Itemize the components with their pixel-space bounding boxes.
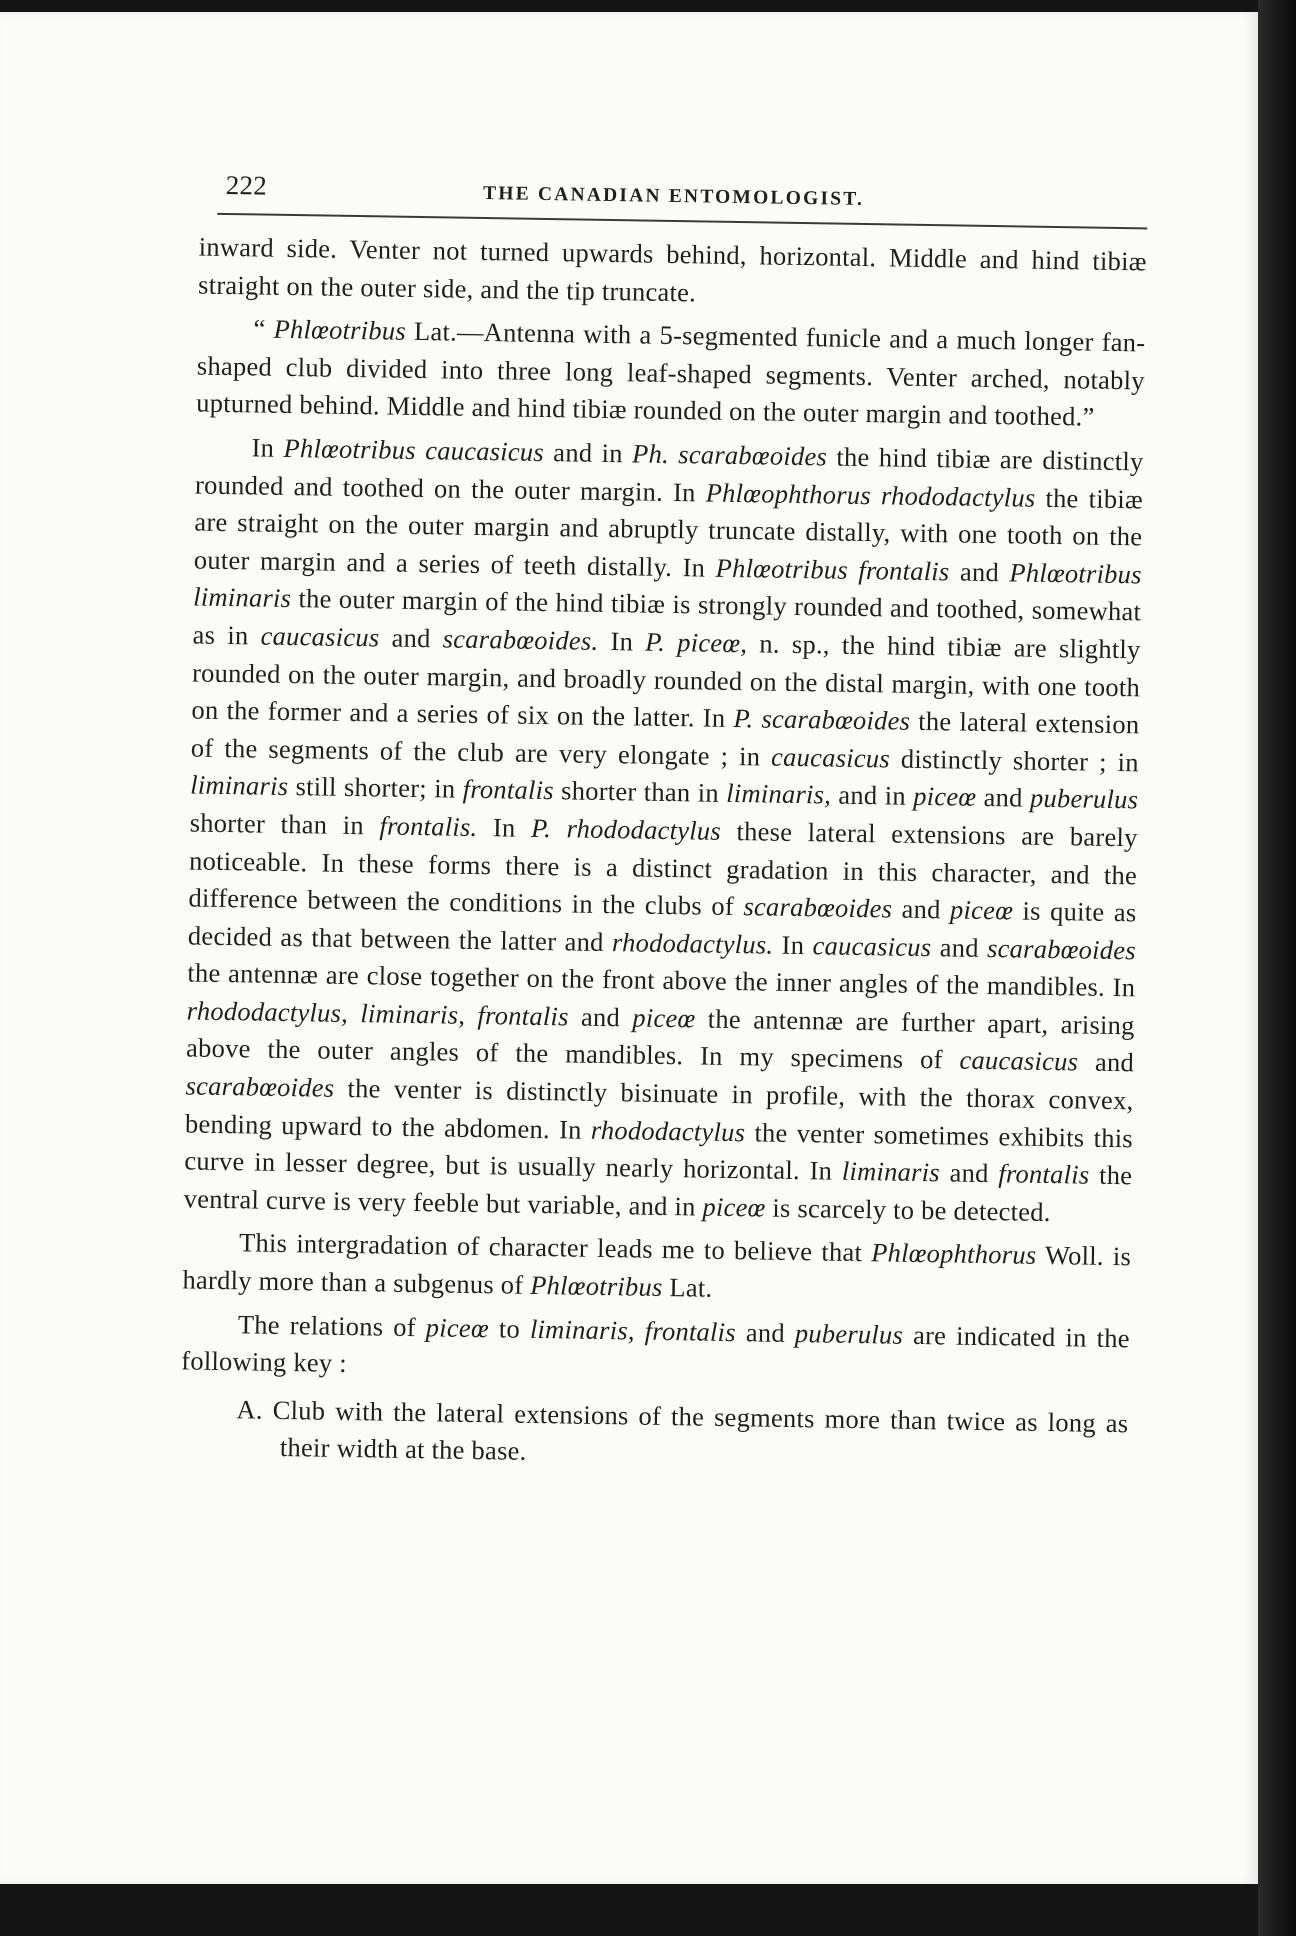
body-text bbox=[181, 229, 1147, 1396]
text-run: Lat.—Antenna with a 5-segmented funicle and a much longer fan-shaped club divided into three long leaf-shaped segments. Venter arched, notably upturned behind. Middle and hind tibiæ rounded on the outer margin and toothed.” bbox=[196, 315, 1146, 433]
text-run: n. sp., the hind tibiæ are slightly rounded on the outer margin, and broadly rounded on the distal margin, with one tooth on the former and a series of six on the latter. In bbox=[191, 628, 1141, 734]
italic-taxon-name: frontalis. bbox=[379, 810, 478, 842]
italic-taxon-name: frontalis bbox=[998, 1158, 1090, 1190]
book-spine bbox=[1258, 0, 1296, 1936]
italic-taxon-name: scarabœoides bbox=[986, 932, 1137, 966]
text-run: the outer margin of the hind tibiæ is strongly rounded and toothed, somewhat as in bbox=[192, 583, 1142, 651]
italic-taxon-name: P. piceœ, bbox=[645, 626, 748, 659]
italic-taxon-name: rhododactylus, liminaris, frontalis bbox=[186, 995, 569, 1032]
text-run: distinctly shorter ; in bbox=[889, 743, 1140, 778]
key-entry-text: Club with the lateral extensions of the segments more than twice as long as their width at the base. bbox=[272, 1394, 1129, 1467]
italic-taxon-name: Ph. scarabœoides bbox=[631, 438, 828, 472]
italic-taxon-name: Phlœophthorus rhododactylus bbox=[705, 477, 1036, 513]
text-run: is quite as decided as that between the latter and bbox=[187, 895, 1137, 957]
text-run: the venter sometimes exhibits this curve in lesser degree, but is usually nearly horizontal. In bbox=[184, 1116, 1134, 1187]
italic-taxon-name: piceœ bbox=[425, 1311, 490, 1343]
italic-taxon-name: rhododactylus. bbox=[611, 926, 774, 960]
text-run: shorter than in bbox=[553, 775, 727, 809]
text-run: This intergradation of character leads me to believe that bbox=[238, 1227, 872, 1268]
italic-taxon-name: caucasicus bbox=[812, 929, 932, 962]
italic-taxon-name: caucasicus bbox=[770, 741, 891, 774]
paragraph bbox=[182, 1224, 1131, 1314]
text-run: the ventral curve is very feeble but variable, and in bbox=[183, 1159, 1133, 1222]
paragraph bbox=[181, 1305, 1130, 1395]
text-run: the hind tibiæ are distinctly rounded and toothed on the outer margin. In bbox=[194, 441, 1144, 508]
text-run: In bbox=[598, 625, 646, 657]
page-number: 222 bbox=[225, 169, 268, 201]
text-run: the lateral extension of the segments of the club are very elongate ; in bbox=[190, 705, 1140, 772]
text-run: The relations of bbox=[237, 1308, 427, 1342]
text-run: and in bbox=[830, 779, 914, 812]
italic-taxon-name: P. rhododactylus bbox=[530, 812, 722, 846]
italic-taxon-name: P. scarabœoides bbox=[733, 703, 911, 736]
text-run: shorter than in bbox=[189, 807, 380, 841]
text-run: the antennæ are close together on the front above the inner angles of the mandibles. In bbox=[187, 957, 1136, 1003]
identification-key bbox=[180, 1390, 1129, 1480]
text-run: and bbox=[1078, 1046, 1135, 1078]
italic-taxon-name: liminaris, bbox=[726, 778, 832, 810]
text-run: these lateral extensions are barely noticeable. In these forms there is a distinct gradation in this character, and the difference between the conditions in the clubs of bbox=[188, 815, 1138, 922]
text-run: and bbox=[891, 893, 951, 925]
text-run: and bbox=[379, 622, 443, 654]
italic-taxon-name: puberulus bbox=[1029, 782, 1139, 815]
text-run: In bbox=[477, 811, 532, 843]
italic-taxon-name: piceœ bbox=[949, 894, 1014, 926]
italic-taxon-name: Phlœotribus bbox=[273, 313, 407, 346]
paragraph bbox=[198, 229, 1147, 319]
text-run: In bbox=[773, 929, 813, 960]
running-title: THE CANADIAN ENTOMOLOGIST. bbox=[482, 183, 865, 210]
italic-taxon-name: piceœ bbox=[632, 1002, 696, 1034]
italic-taxon-name: Phlœotribus caucasicus bbox=[283, 432, 545, 467]
text-run: and bbox=[568, 1001, 633, 1033]
text-run: and bbox=[949, 556, 1010, 588]
text-run: inward side. Venter not turned upwards behind, horizontal. Middle and hind tibiæ straight on the outer side, and the tip truncate. bbox=[197, 231, 1147, 307]
text-run: and bbox=[735, 1316, 796, 1348]
text-run: and in bbox=[543, 436, 633, 469]
italic-taxon-name: Phlœotribus liminaris bbox=[193, 557, 1142, 614]
text-run: the antennæ are further apart, arising above the outer angles of the mandibles. In my specimens of bbox=[185, 1003, 1135, 1076]
italic-taxon-name: caucasicus bbox=[260, 620, 380, 653]
text-run: to bbox=[488, 1312, 531, 1344]
italic-taxon-name: piceœ bbox=[913, 781, 977, 813]
key-entry-label: A. bbox=[236, 1394, 273, 1425]
text-block bbox=[180, 165, 1148, 1481]
text-run: are indicated in the following key : bbox=[181, 1319, 1130, 1379]
italic-taxon-name: scarabœoides. bbox=[442, 623, 599, 656]
italic-taxon-name: caucasicus bbox=[959, 1045, 1079, 1077]
italic-taxon-name: puberulus bbox=[794, 1317, 904, 1350]
paragraph bbox=[196, 310, 1146, 438]
text-run: In bbox=[251, 432, 284, 463]
text-run: is scarcely to be detected. bbox=[765, 1192, 1051, 1227]
key-entry bbox=[180, 1390, 1129, 1480]
text-run: and bbox=[976, 782, 1031, 813]
text-run: Woll. is hardly more than a subgenus of bbox=[182, 1240, 1132, 1300]
italic-taxon-name: Phlœotribus frontalis bbox=[715, 552, 950, 587]
text-run: and bbox=[931, 931, 988, 963]
italic-taxon-name: piceœ bbox=[702, 1191, 766, 1223]
italic-taxon-name: scarabœoides bbox=[743, 891, 893, 924]
italic-taxon-name: scarabœoides bbox=[185, 1070, 335, 1103]
italic-taxon-name: liminaris bbox=[190, 769, 289, 802]
italic-taxon-name: frontalis bbox=[462, 774, 555, 806]
text-run: and bbox=[939, 1157, 999, 1189]
italic-taxon-name: liminaris bbox=[841, 1156, 941, 1188]
text-run: the venter is distinctly bisinuate in profile, with the thorax convex, bending upward to the abdomen. In bbox=[184, 1072, 1134, 1145]
italic-taxon-name: Phlœotribus bbox=[530, 1269, 663, 1302]
text-run: “ bbox=[253, 313, 274, 344]
italic-taxon-name: Phlœophthorus bbox=[870, 1237, 1037, 1271]
italic-taxon-name: liminaris, frontalis bbox=[529, 1313, 737, 1347]
text-run: Lat. bbox=[662, 1271, 713, 1303]
italic-taxon-name: rhododactylus bbox=[590, 1114, 746, 1147]
text-run: still shorter; in bbox=[288, 771, 463, 805]
text-run: the tibiæ are straight on the outer margin and abruptly truncate distally, with one tooth on the outer margin and a series of teeth distally. In bbox=[193, 482, 1144, 583]
paragraph bbox=[184, 428, 1144, 1232]
book-page bbox=[0, 12, 1258, 1884]
